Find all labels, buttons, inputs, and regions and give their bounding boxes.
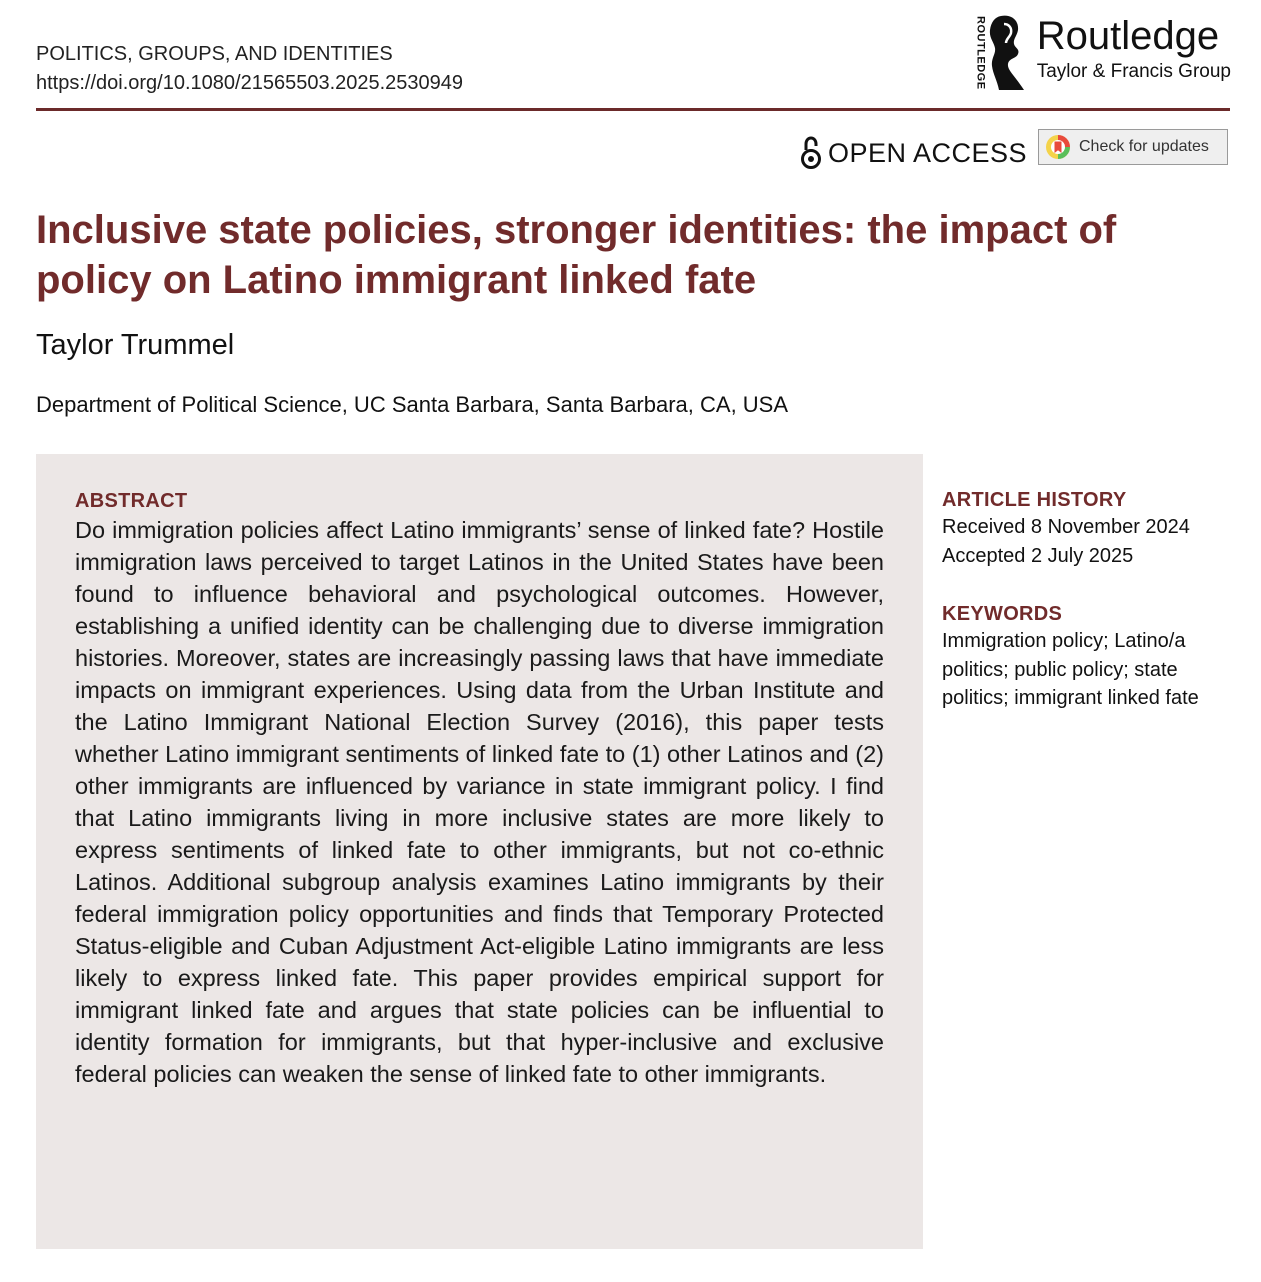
author-name[interactable]: Taylor Trummel [36,329,235,361]
accepted-date: Accepted 2 July 2025 [942,545,1134,567]
open-lock-icon [800,136,822,170]
open-access-label: OPEN ACCESS [828,137,1028,168]
publisher-name: Routledge [1036,14,1220,58]
received-date: Received 8 November 2024 [942,516,1190,538]
routledge-mark [975,14,1027,92]
check-for-updates-label: Check for updates [1079,138,1209,155]
author-affiliation: Department of Political Science, UC Santa Barbara, Santa Barbara, CA, USA [36,392,789,417]
journal-name: POLITICS, GROUPS, AND IDENTITIES [36,43,393,65]
check-for-updates-button[interactable] [1038,129,1228,165]
abstract-heading: ABSTRACT [75,490,188,512]
article-history [942,487,1232,571]
publisher-vertical-text: ROUTLEDGE [974,16,987,90]
publisher-logo[interactable] [975,14,1231,92]
header-divider [36,108,1230,111]
keywords-section [942,601,1232,713]
routledge-head-logo-icon [987,14,1027,92]
doi-link[interactable]: https://doi.org/10.1080/21565503.2025.2530949 [36,72,464,94]
article-history-heading: ARTICLE HISTORY [942,489,1127,511]
journal-info [36,40,463,98]
abstract-text: Do immigration policies affect Latino immigrants’ sense of linked fate? Hostile immigration laws perceived to target Latinos in the United States have been found to influence behavioral and psychological outcomes. However, establishing a unified identity can be challenging due to diverse immigration histories. Moreover, states are increasingly passing laws that have immediate impacts on immigrant experiences. Using data from the Urban Institute and the Latino Immigrant National Election Survey (2016), this paper tests whether Latino immigrant sentiments of linked fate to (1) other Latinos and (2) other immigrants are influenced by variance in state immigrant policy. I find that Latino immigrants living in more inclusive states are more likely to express sentiments of linked fate to other immigrants, but not co-ethnic Latinos. Additional subgroup analysis examines Latino immigrants by their federal immigration policy opportunities and finds that Temporary Protected Status-eligible and Cuban Adjustment Act-eligible Latino immigrants are less likely to express linked fate. This paper provides empirical support for immigrant linked fate and argues that state policies can be influential to identity formation for immigrants, but that hyper-inclusive and exclusive federal policies can weaken the sense of linked fate to other immigrants. [75,517,884,1087]
abstract-panel [36,454,923,1249]
article-sidebar [942,487,1232,713]
open-access-badge [800,136,1027,170]
keywords-heading: KEYWORDS [942,603,1063,625]
article-title: Inclusive state policies, stronger identities: the impact of policy on Latino immigrant linked fate [36,208,1117,302]
keywords-list: Immigration policy; Latino/a politics; public policy; state politics; immigrant linked fate [942,630,1199,709]
publisher-group: Taylor & Francis Group [1036,61,1231,82]
crossmark-icon [1045,134,1071,160]
